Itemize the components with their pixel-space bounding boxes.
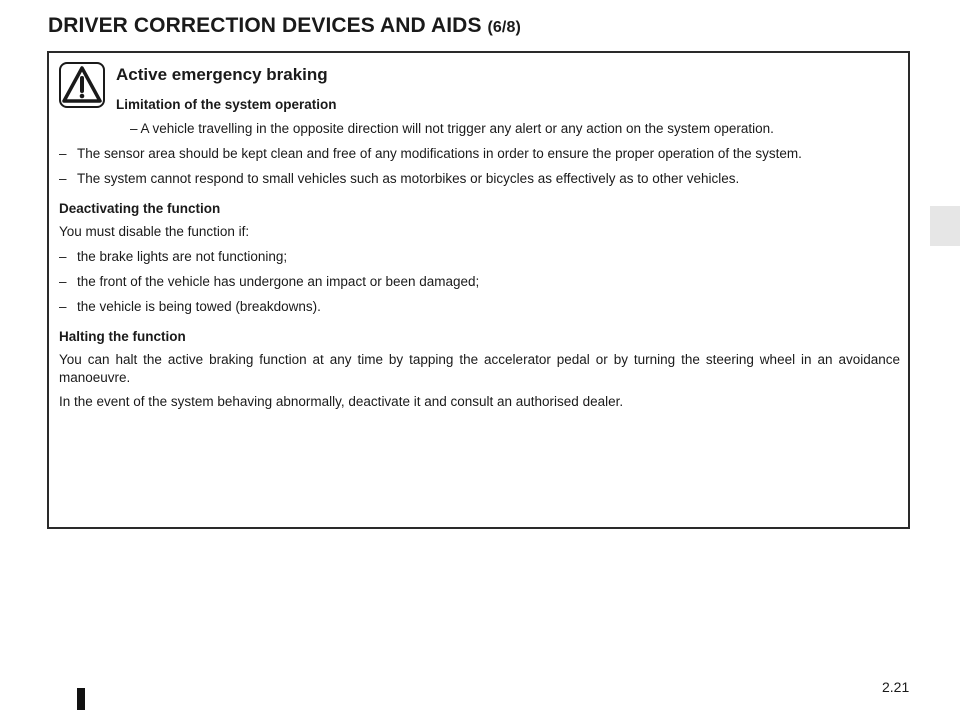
page-title-text: DRIVER CORRECTION DEVICES AND AIDS (48, 14, 482, 37)
deactivating-item-1-text: the brake lights are not functioning; (77, 249, 288, 264)
limitation-item-3: – The system cannot respond to small vehicles such as motorbikes or bicycles as effectively as to other vehicles. (59, 171, 740, 186)
deactivating-item-3: – the vehicle is being towed (breakdowns). (59, 299, 321, 314)
deactivating-item-2-text: the front of the vehicle has undergone an impact or been damaged; (77, 274, 480, 289)
abnormal-text: In the event of the system behaving abnormally, deactivate it and consult an authorised dealer. (59, 394, 624, 409)
page-number: 2.21 (882, 679, 910, 695)
deactivating-item-2: – the front of the vehicle has undergone an impact or been damaged; (59, 274, 480, 289)
deactivating-item-1: – the brake lights are not functioning; (59, 249, 288, 264)
deactivating-intro: You must disable the function if: (59, 224, 250, 239)
page-title (48, 14, 521, 38)
limitation-heading: Limitation of the system operation (116, 97, 337, 112)
warning-box (47, 51, 910, 529)
corner-mark (77, 688, 85, 710)
deactivating-heading: Deactivating the function (59, 201, 221, 216)
halting-heading: Halting the function (59, 329, 186, 344)
limitation-item-2-text: The sensor area should be kept clean and free of any modifications in order to ensure the proper operation of the system. (77, 146, 802, 161)
limitation-item-2: – The sensor area should be kept clean and free of any modifications in order to ensure the proper operation of the system. (59, 146, 802, 161)
halting-text: You can halt the active braking function at any time by tapping the accelerator pedal or by turning the steering wheel in an avoidance manoeuvre. (59, 352, 900, 385)
warning-title: Active emergency braking (116, 65, 328, 84)
chapter-tab (930, 206, 960, 246)
warning-triangle-icon (59, 62, 105, 108)
limitation-item-3-text: The system cannot respond to small vehicles such as motorbikes or bicycles as effectively as to other vehicles. (77, 171, 740, 186)
deactivating-item-3-text: the vehicle is being towed (breakdowns). (77, 299, 321, 314)
page-fraction: (6/8) (487, 19, 521, 36)
limitation-item-1: – A vehicle travelling in the opposite direction will not trigger any alert or any action on the system operation. (130, 121, 774, 136)
